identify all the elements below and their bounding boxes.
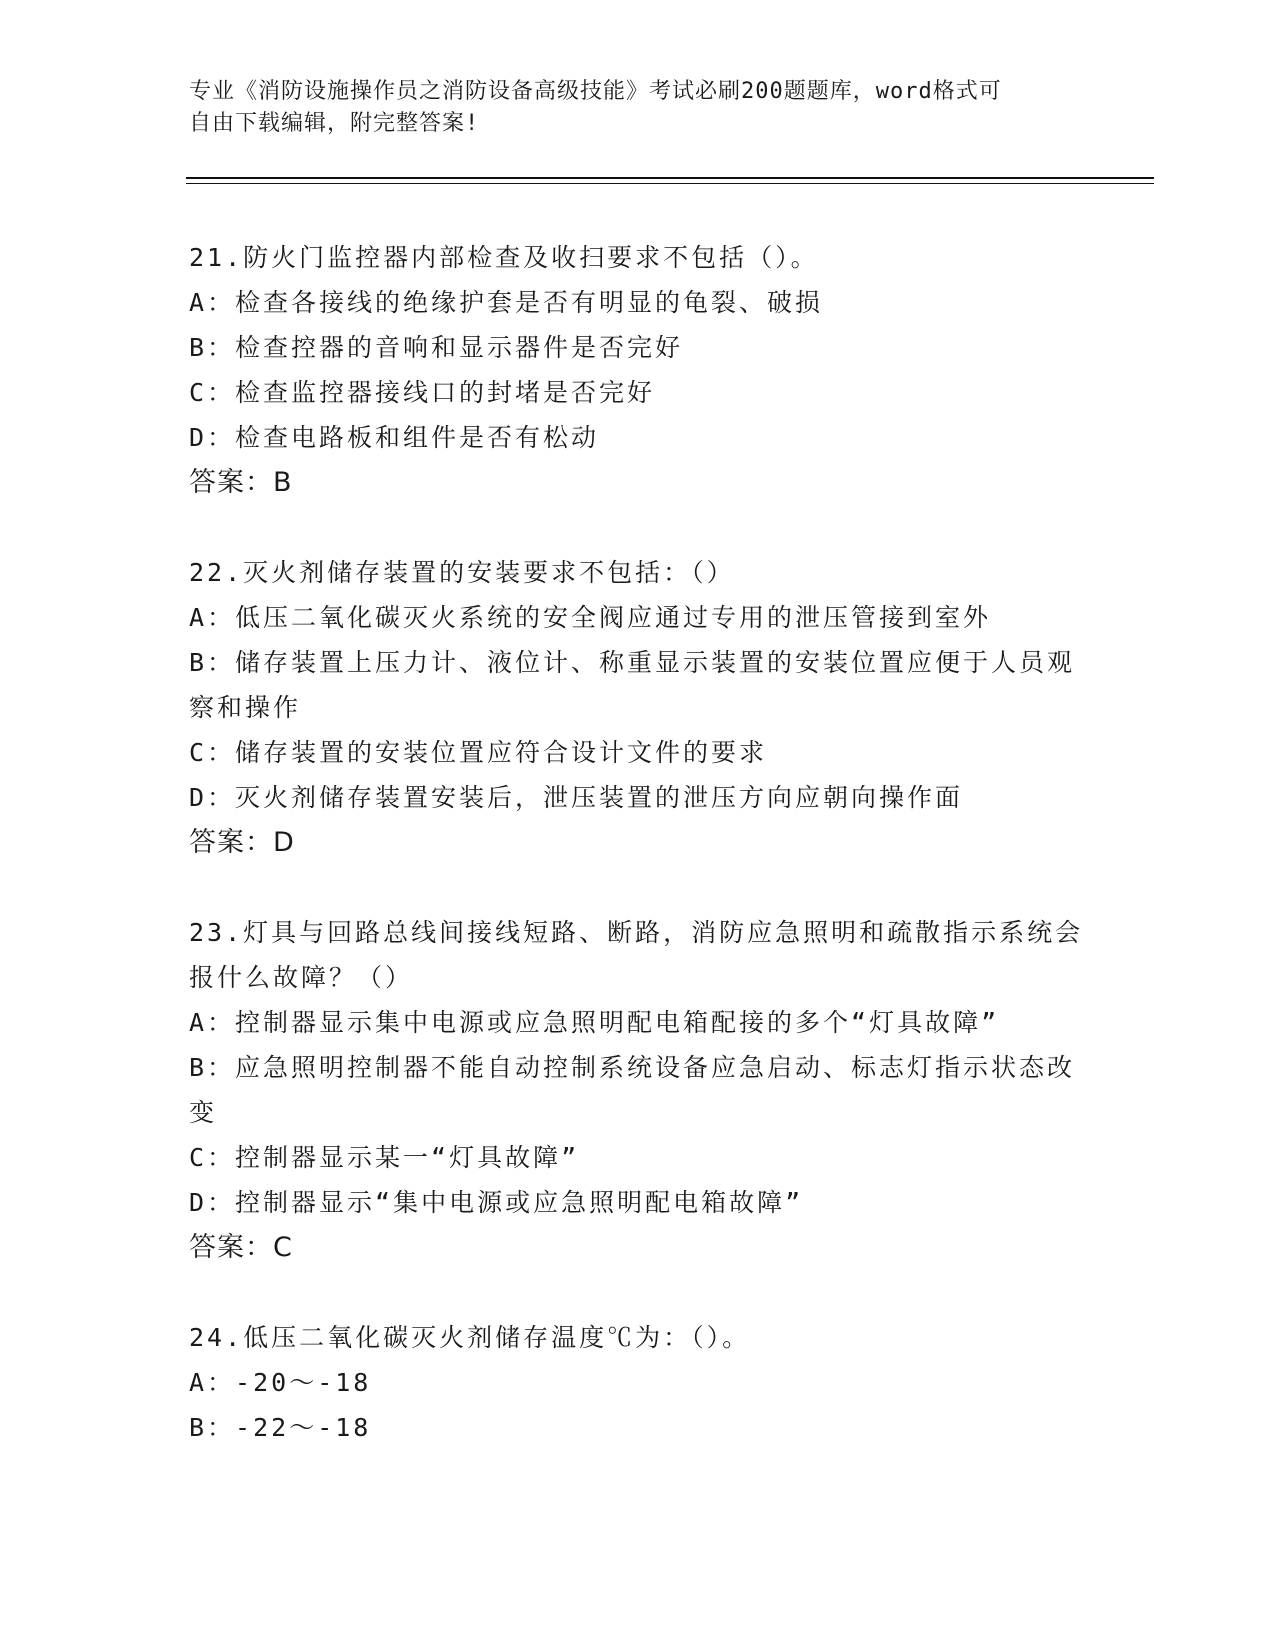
option-a: A：控制器显示集中电源或应急照明配电箱配接的多个“灯具故障” — [189, 1008, 1000, 1037]
answer-line: 答案：B — [189, 467, 293, 498]
option-b: B：应急照明控制器不能自动控制系统设备应急启动、标志灯指示状态改变 — [189, 1053, 1076, 1127]
header-line-1: 专业《消防设施操作员之消防设备高级技能》考试必刷200题题库，word格式可 — [189, 79, 1002, 104]
question-22 — [189, 550, 1089, 865]
question-list — [189, 235, 1089, 1495]
question-stem: 23.灯具与回路总线间接线短路、断路，消防应急照明和疏散指示系统会报什么故障？（） — [189, 918, 1084, 992]
option-d: D：灭火剂储存装置安装后，泄压装置的泄压方向应朝向操作面 — [189, 783, 964, 812]
option-a: A：检查各接线的绝缘护套是否有明显的龟裂、破损 — [189, 288, 824, 317]
option-b: B：-22～-18 — [189, 1413, 372, 1442]
option-b: B：检查控器的音响和显示器件是否完好 — [189, 333, 684, 362]
question-stem: 22.灭火剂储存装置的安装要求不包括：（） — [189, 558, 735, 587]
header-divider-thin — [186, 183, 1154, 184]
option-a: A：低压二氧化碳灭火系统的安全阀应通过专用的泄压管接到室外 — [189, 603, 992, 632]
document-header — [189, 76, 1069, 140]
option-a: A：-20～-18 — [189, 1368, 372, 1397]
option-b: B：储存装置上压力计、液位计、称重显示装置的安装位置应便于人员观察和操作 — [189, 648, 1076, 722]
option-c: C：储存装置的安装位置应符合设计文件的要求 — [189, 738, 768, 767]
header-line-2: 自由下载编辑，附完整答案! — [189, 111, 480, 136]
question-21 — [189, 235, 1089, 505]
answer-line: 答案：D — [189, 827, 295, 858]
option-c: C：控制器显示某一“灯具故障” — [189, 1143, 580, 1172]
option-d: D：控制器显示“集中电源或应急照明配电箱故障” — [189, 1188, 804, 1217]
header-divider-thick — [186, 177, 1154, 179]
question-stem: 21.防火门监控器内部检查及收扫要求不包括（）。 — [189, 243, 819, 272]
answer-line: 答案：C — [189, 1232, 293, 1263]
question-23 — [189, 910, 1089, 1270]
question-24 — [189, 1315, 1089, 1450]
option-d: D：检查电路板和组件是否有松动 — [189, 423, 600, 452]
question-stem: 24.低压二氧化碳灭火剂储存温度℃为：（）。 — [189, 1323, 751, 1352]
option-c: C：检查监控器接线口的封堵是否完好 — [189, 378, 656, 407]
